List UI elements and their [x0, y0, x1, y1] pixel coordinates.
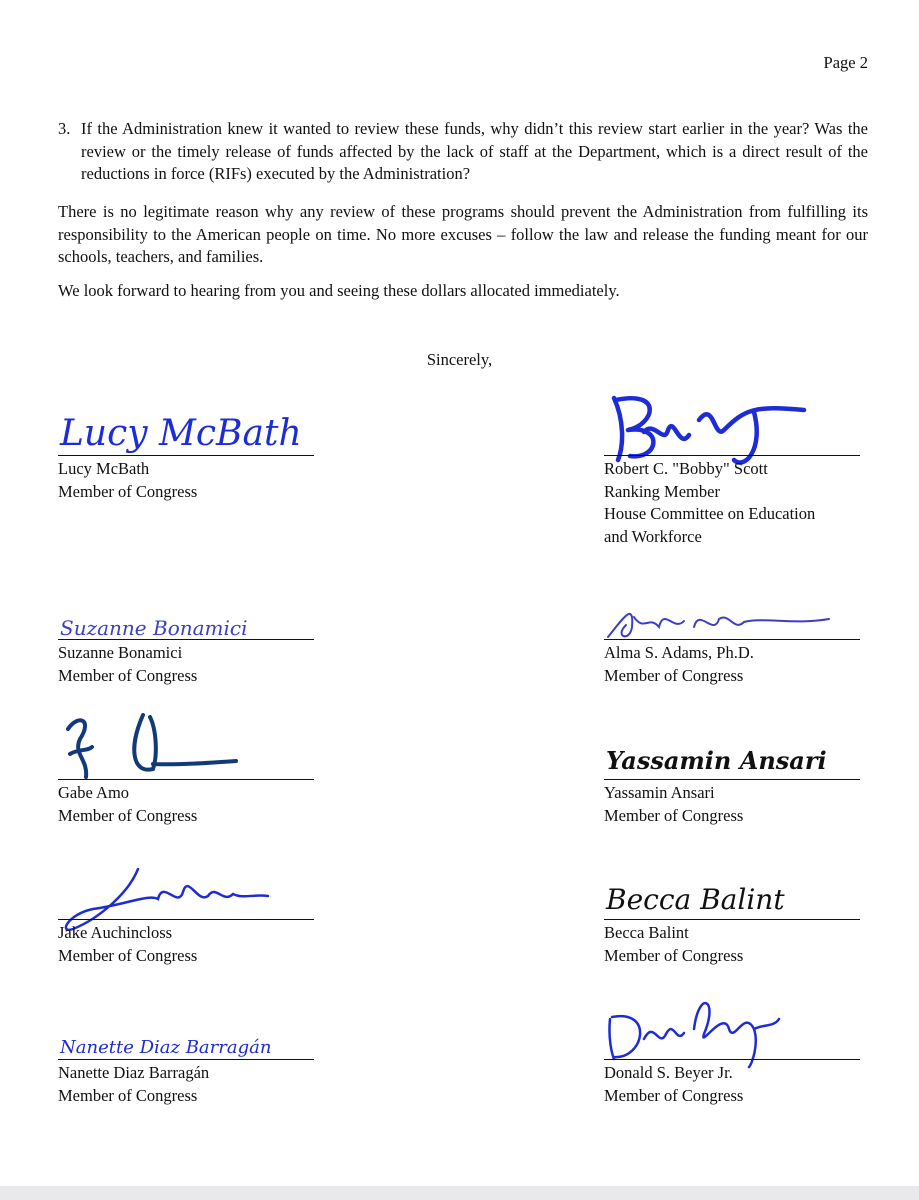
- signature-line: [58, 1059, 314, 1060]
- signature-nanette-diaz-barragan: [58, 1027, 298, 1067]
- signer-name: Robert C. "Bobby" Scott: [604, 459, 768, 478]
- signature-donald-beyer: [604, 989, 834, 1069]
- signer-title: Member of Congress: [58, 481, 198, 501]
- question-text: If the Administration knew it wanted to review these funds, why didn’t this review start earlier in the year? Was the review or the timely release of funds affected by the lack of staff at the Department, which is a direct result of the reductions in force (RIFs) executed by the Administration?: [81, 119, 868, 183]
- signer-name: Gabe Amo: [58, 783, 130, 802]
- svg-text:Suzanne Bonamici: Suzanne Bonamici: [60, 616, 248, 640]
- signer-name: Alma S. Adams, Ph.D.: [604, 643, 754, 662]
- signer-title: Member of Congress: [58, 805, 198, 825]
- paragraph-look-forward: We look forward to hearing from you and seeing these dollars allocated immediately.: [58, 281, 620, 300]
- signature-line: [58, 779, 314, 780]
- signer-name: Donald S. Beyer Jr.: [604, 1063, 733, 1082]
- question-number: 3.: [58, 119, 71, 138]
- signature-line: [58, 919, 314, 920]
- signature-line: [604, 639, 860, 640]
- bottom-edge: [0, 1186, 919, 1200]
- signature-line: [58, 455, 314, 456]
- svg-text:Lucy McBath: Lucy McBath: [60, 413, 302, 454]
- signature-yassamin-ansari: [604, 734, 834, 789]
- signer-name: Jake Auchincloss: [58, 923, 173, 942]
- signature-becca-balint: [604, 869, 834, 924]
- signer-title: Member of Congress: [58, 945, 198, 965]
- signer-title: Ranking Member: [604, 481, 720, 501]
- signer-title: Member of Congress: [604, 665, 744, 685]
- signer-title: Member of Congress: [604, 1085, 744, 1105]
- signer-name: Nanette Diaz Barragán: [58, 1063, 210, 1082]
- signature-line: [604, 1059, 860, 1060]
- svg-text:Nanette Diaz Barragán: Nanette Diaz Barragán: [60, 1037, 272, 1058]
- signature-line: [604, 919, 860, 920]
- signature-line: [604, 779, 860, 780]
- paragraph-legitimate-reason: There is no legitimate reason why any review of these programs should prevent the Administration from fulfilling its responsibility to the American people on time. No more excuses – follow the law and release the funding meant for our schools, teachers, and families.: [58, 202, 868, 266]
- signature-lucy-mcbath: [58, 397, 302, 457]
- signer-name: Lucy McBath: [58, 459, 150, 478]
- signer-title-line-2: House Committee on Education: [604, 504, 816, 523]
- signer-name: Yassamin Ansari: [604, 783, 715, 802]
- page-number: Page 2: [823, 53, 868, 72]
- signer-title: Member of Congress: [58, 1085, 198, 1105]
- signer-name: Suzanne Bonamici: [58, 643, 183, 662]
- signature-gabe-amo: [58, 709, 258, 784]
- signer-title: Member of Congress: [604, 945, 744, 965]
- closing-salutation: Sincerely,: [426, 350, 493, 369]
- signer-name: Becca Balint: [604, 923, 689, 942]
- signature-line: [604, 455, 860, 456]
- question-3: [58, 118, 868, 186]
- svg-text:Becca Balint: Becca Balint: [606, 883, 785, 916]
- signer-title: Member of Congress: [604, 805, 744, 825]
- signer-title: Member of Congress: [58, 665, 198, 685]
- signer-title-line-3: and Workforce: [604, 526, 702, 546]
- signature-line: [58, 639, 314, 640]
- svg-text:Yassamin Ansari: Yassamin Ansari: [606, 746, 827, 775]
